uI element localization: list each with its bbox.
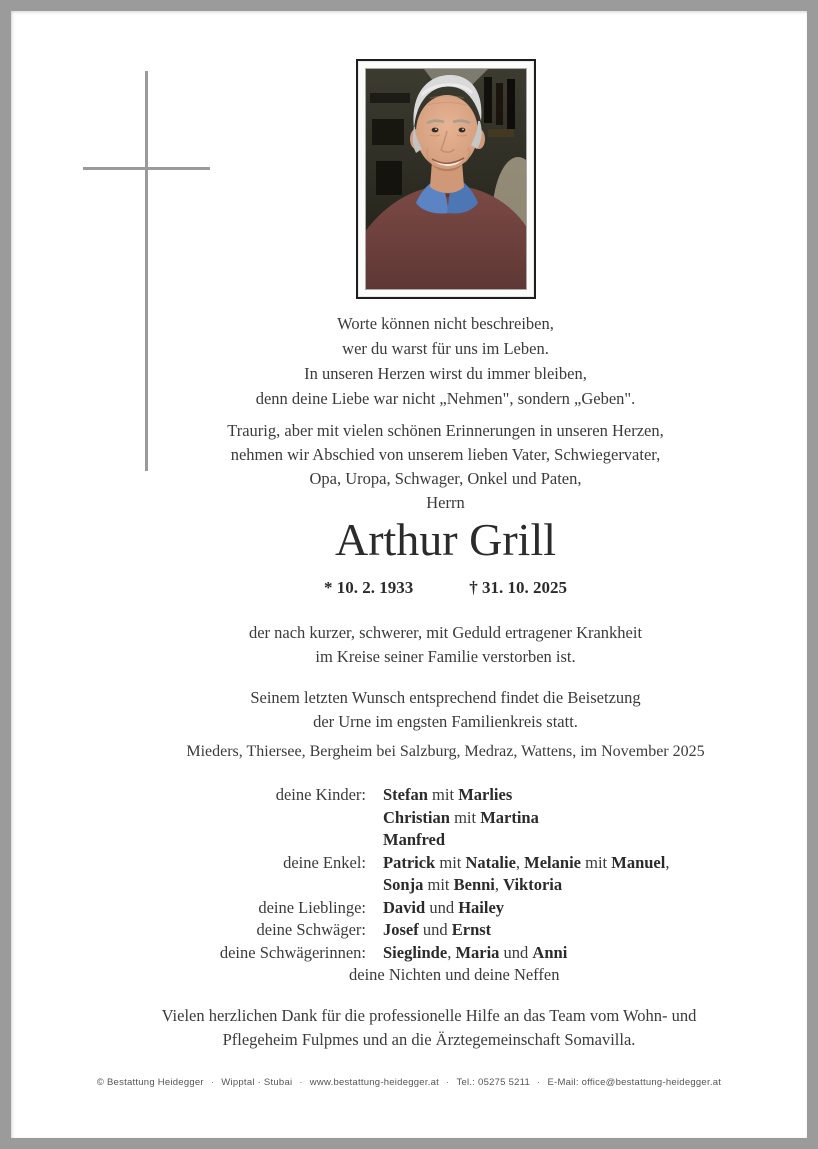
footer-item: E-Mail: office@bestattung-heidegger.at <box>547 1077 722 1088</box>
family-member-name: Melanie <box>524 852 581 872</box>
family-relation-label: deine Lieblinge: <box>258 897 366 917</box>
family-member-name: Christian <box>383 807 450 827</box>
family-relation-label: deine Schwäger: <box>256 920 366 939</box>
family-member-name: Josef <box>383 920 419 939</box>
poem-line: wer du warst für uns im Leben. <box>342 339 549 358</box>
memorial-cross-icon <box>145 71 148 471</box>
family-row <box>86 784 805 852</box>
family-row <box>86 942 805 965</box>
family-member-name: Anni <box>532 942 568 962</box>
portrait-photo <box>366 69 526 289</box>
farewell-intro <box>86 419 805 515</box>
footer-item: www.bestattung-heidegger.at <box>309 1077 440 1088</box>
footer-item: © Bestattung Heidegger <box>96 1077 204 1088</box>
family-member-name: Manfred <box>383 830 446 849</box>
burial-notice-line: Seinem letzten Wunsch entsprechend findet die Beisetzung <box>250 688 641 707</box>
footer-item: Tel.: 05275 5211 <box>456 1077 531 1088</box>
poem-verse <box>86 311 805 411</box>
death-notice-line: im Kreise seiner Familie verstorben ist. <box>315 647 576 666</box>
family-row <box>86 964 805 987</box>
burial-notice-line: der Urne im engsten Familienkreis statt. <box>313 712 578 731</box>
family-member-name: Stefan <box>383 785 428 804</box>
family-connector: mit <box>435 852 466 872</box>
family-names-line <box>383 919 805 942</box>
family-list <box>86 784 805 987</box>
family-names-line <box>383 852 805 875</box>
family-member-name: Manuel <box>611 852 666 872</box>
poem-line: denn deine Liebe war nicht „Nehmen", sondern „Geben". <box>255 389 636 408</box>
family-relation-label: deine Kinder: <box>275 785 366 804</box>
funeral-home-footer <box>11 1077 807 1088</box>
family-connector: und <box>418 920 452 939</box>
death-date: † 31. 10. 2025 <box>469 578 567 597</box>
family-row <box>86 852 805 897</box>
family-names-line <box>383 897 805 920</box>
family-names-line <box>383 784 805 807</box>
portrait-photo-frame <box>356 59 536 299</box>
family-member-name: Sonja <box>383 875 424 894</box>
family-relation-label <box>86 964 366 987</box>
family-member-name: Patrick <box>383 852 436 872</box>
family-member-name: Sieglinde <box>383 942 448 962</box>
family-connector: mit <box>427 785 459 804</box>
family-member-name: Hailey <box>458 897 505 917</box>
death-notice-line: der nach kurzer, schwerer, mit Geduld ertragener Krankheit <box>248 623 643 642</box>
footer-separator: · <box>446 1077 450 1088</box>
intro-line: Traurig, aber mit vielen schönen Erinnerungen in unseren Herzen, <box>227 421 664 440</box>
family-member-name: Viktoria <box>503 875 563 894</box>
intro-line: nehmen wir Abschied von unserem lieben Vater, Schwiegervater, <box>230 445 661 464</box>
family-names-line <box>383 942 805 965</box>
family-row <box>86 919 805 942</box>
family-member-name: Natalie <box>465 852 516 872</box>
family-closing-line: deine Nichten und deine Neffen <box>349 965 560 984</box>
family-connector: mit <box>423 875 454 894</box>
thanks-note <box>51 1004 807 1052</box>
footer-separator: · <box>299 1077 303 1088</box>
family-names <box>383 897 805 920</box>
family-connector: , <box>665 852 670 872</box>
family-names-line <box>383 874 805 897</box>
birth-date: * 10. 2. 1933 <box>324 578 414 597</box>
family-connector: und <box>499 942 533 962</box>
family-names <box>383 942 805 965</box>
intro-salutation: Herrn <box>426 493 465 512</box>
family-member-name: Martina <box>480 807 539 827</box>
family-relation-label: deine Enkel: <box>283 852 366 872</box>
deceased-name: Arthur Grill <box>334 514 556 565</box>
family-names-line <box>383 807 805 830</box>
footer-item: Wipptal · Stubai <box>221 1077 293 1088</box>
thanks-line: Vielen herzlichen Dank für die professionelle Hilfe an das Team vom Wohn- und <box>161 1006 697 1025</box>
family-connector: , <box>447 942 456 962</box>
poem-line: Worte können nicht beschreiben, <box>337 314 554 333</box>
memorial-cross-icon <box>83 167 210 170</box>
places-and-date-line: Mieders, Thiersee, Bergheim bei Salzburg, Medraz, Wattens, im November 2025 <box>186 743 705 760</box>
family-connector: und <box>425 897 459 917</box>
life-dates <box>86 577 805 599</box>
family-member-name: Ernst <box>451 920 492 939</box>
intro-line: Opa, Uropa, Schwager, Onkel und Paten, <box>309 469 582 488</box>
family-relation-label: deine Schwägerinnen: <box>219 942 366 962</box>
family-names <box>383 852 805 897</box>
family-names <box>349 964 805 987</box>
family-member-name: David <box>383 897 426 917</box>
family-connector: , <box>494 875 504 894</box>
thanks-line: Pflegeheim Fulpmes und an die Ärztegemeinschaft Somavilla. <box>222 1030 636 1049</box>
family-connector: mit <box>449 807 481 827</box>
family-connector: , <box>515 852 525 872</box>
footer-separator: · <box>210 1077 215 1088</box>
death-notice <box>86 621 805 669</box>
family-names-line <box>383 829 805 852</box>
burial-notice <box>86 686 805 734</box>
footer-separator: · <box>537 1077 541 1088</box>
family-member-name: Marlies <box>458 785 513 804</box>
family-connector: mit <box>580 852 612 872</box>
family-names <box>383 784 805 852</box>
poem-line: In unseren Herzen wirst du immer bleiben, <box>304 364 587 383</box>
obituary-page <box>11 11 807 1138</box>
family-row <box>86 897 805 920</box>
family-names <box>383 919 805 942</box>
family-member-name: Maria <box>455 942 500 962</box>
family-member-name: Benni <box>453 875 495 894</box>
